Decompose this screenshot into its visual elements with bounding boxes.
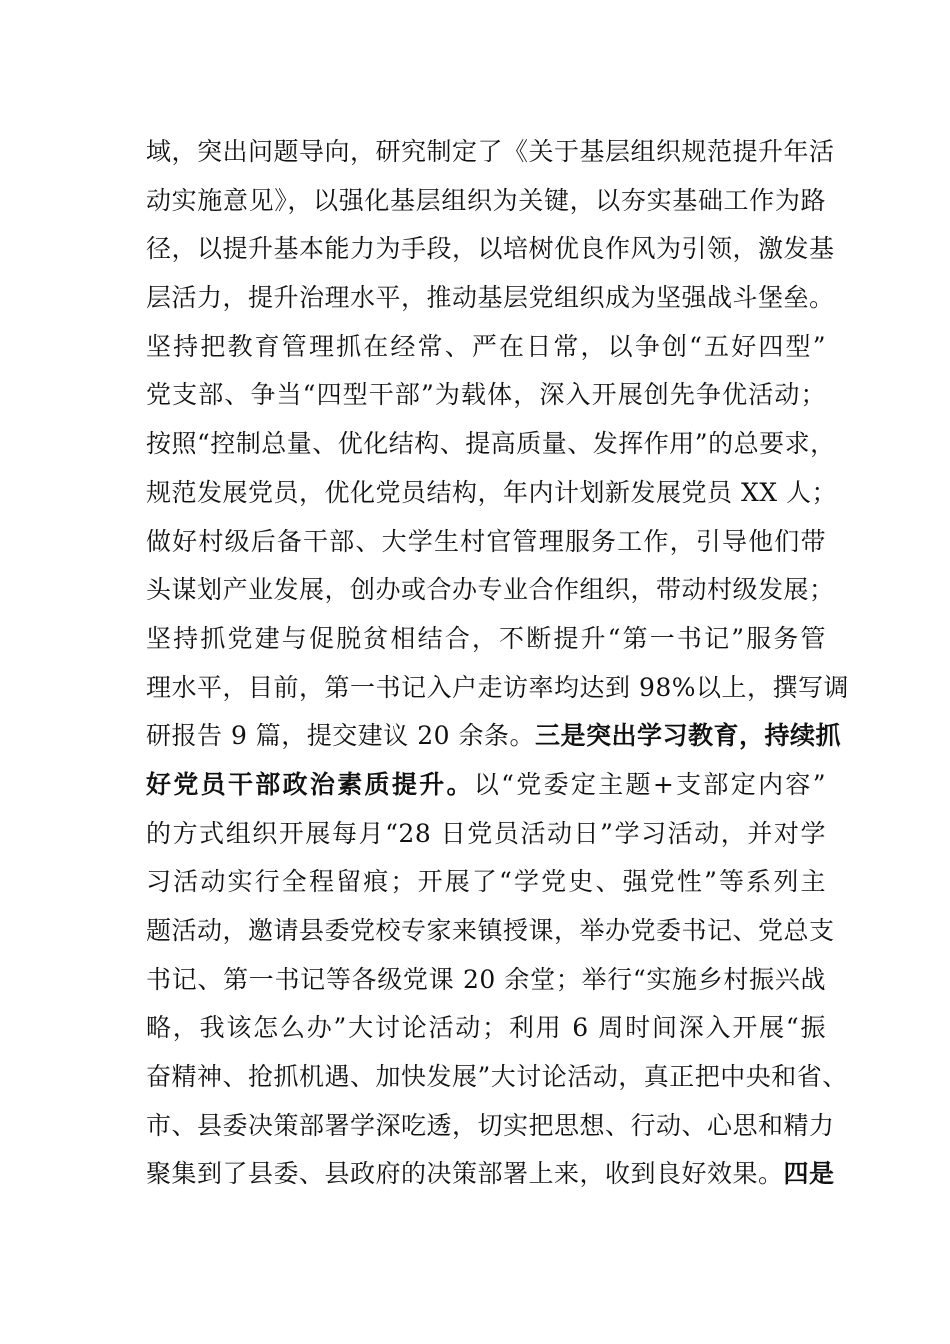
bold-text-segment: 好党员干部政治素质提升。 <box>146 769 474 799</box>
text-segment: 按照“控制总量、优化结构、提高质量、发挥作用”的总要求， <box>146 429 836 459</box>
text-line <box>146 323 826 372</box>
text-segment: 理水平，目前，第一书记入户走访率均达到 98%以上，撰写调 <box>146 672 850 702</box>
text-segment: 头谋划产业发展，创办或合办专业合作组织，带动村级发展； <box>146 575 835 605</box>
text-line <box>146 810 826 859</box>
text-segment: 坚持把教育管理抓在经常、严在日常，以争创“五好四型” <box>146 331 826 361</box>
text-segment: 习活动实行全程留痕；开展了“学党史、强党性”等系列主 <box>146 867 826 897</box>
text-line <box>146 712 842 761</box>
text-segment: 规范发展党员，优化党员结构，年内计划新发展党员 XX 人； <box>146 477 837 507</box>
text-segment: 的方式组织开展每月“28 日党员活动日”学习活动，并对学 <box>146 818 826 848</box>
text-segment: 以“党委定主题+支部定内容” <box>473 769 826 799</box>
text-line <box>146 1102 835 1151</box>
text-line <box>146 274 835 323</box>
text-segment: 书记、第一书记等各级党课 20 余堂；举行“实施乡村振兴战 <box>146 964 826 994</box>
text-segment: 聚集到了县委、县政府的决策部署上来，收到良好效果。 <box>146 1159 784 1189</box>
text-line <box>146 956 826 1005</box>
text-segment: 市、县委决策部署学深吃透，切实把思想、行动、心思和精力 <box>146 1110 835 1140</box>
text-segment: 域，突出问题导向，研究制定了《关于基层组织规范提升年活 <box>146 137 835 166</box>
text-line <box>146 469 837 518</box>
text-line <box>146 566 835 615</box>
text-line <box>146 225 835 274</box>
text-line <box>146 858 826 907</box>
text-line <box>146 420 836 469</box>
text-line <box>146 177 826 226</box>
text-segment: 做好村级后备干部、大学生村官管理服务工作，引导他们带 <box>146 526 826 556</box>
text-line <box>146 371 826 420</box>
text-segment: 坚持抓党建与促脱贫相结合，不断提升“第一书记”服务管 <box>146 623 826 653</box>
bold-text-segment: 三是突出学习教育，持续抓 <box>535 721 842 751</box>
text-segment: 研报告 9 篇，提交建议 20 余条。 <box>146 721 536 751</box>
text-segment: 径，以提升基本能力为手段，以培树优良作风为引领，激发基 <box>146 234 835 264</box>
text-segment: 题活动，邀请县委党校专家来镇授课，举办党委书记、党总支 <box>146 916 835 945</box>
text-line <box>146 664 850 713</box>
text-line <box>146 907 835 956</box>
text-line <box>146 1053 848 1102</box>
text-segment: 党支部、争当“四型干部”为载体，深入开展创先争优活动； <box>146 380 826 410</box>
document-body <box>146 128 850 1199</box>
text-segment: 动实施意见》，以强化基层组织为关键，以夯实基础工作为路 <box>146 185 826 215</box>
text-line <box>146 1150 835 1199</box>
text-line <box>146 518 826 567</box>
text-segment: 略，我该怎么办”大讨论活动；利用 6 周时间深入开展“振 <box>146 1013 826 1043</box>
text-line <box>146 761 826 810</box>
text-line <box>146 615 826 664</box>
bold-text-segment: 四是 <box>783 1159 835 1189</box>
text-line <box>146 1004 826 1053</box>
text-segment: 奋精神、抢抓机遇、加快发展”大讨论活动，真正把中央和省、 <box>146 1062 848 1092</box>
text-segment: 层活力，提升治理水平，推动基层党组织成为坚强战斗堡垒。 <box>146 283 835 313</box>
text-line <box>146 128 835 177</box>
